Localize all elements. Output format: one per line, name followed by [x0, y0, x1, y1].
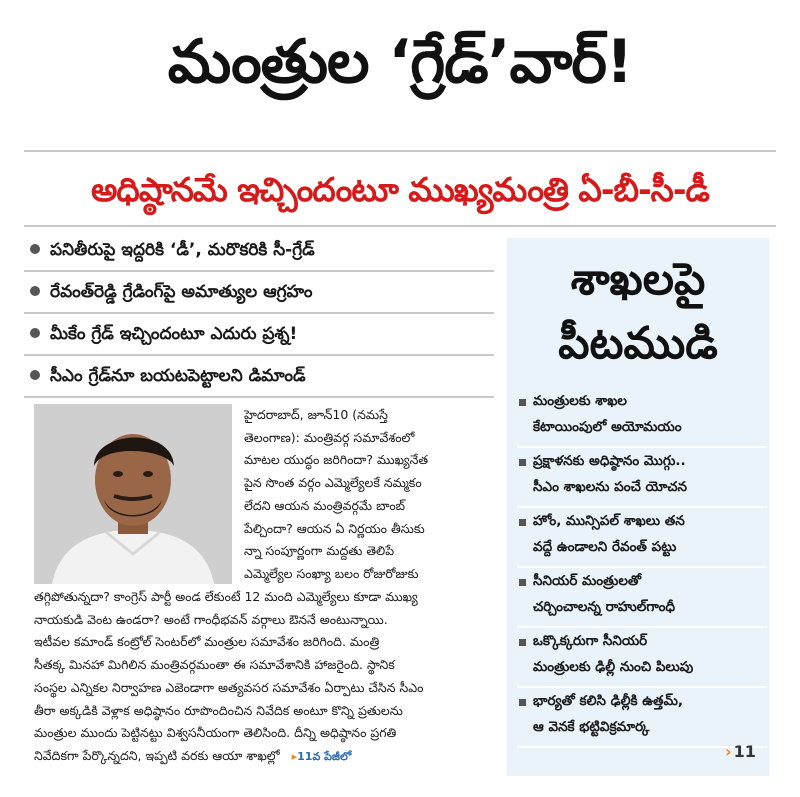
bullet-text: మీకేం గ్రేడ్ ఇచ్చిందంటూ ఎదురు ప్రశ్న! — [50, 324, 298, 344]
sidebar-list — [517, 388, 767, 748]
article-body-top — [244, 404, 500, 586]
sidebar-item-line: మంత్రులకు ఢిల్లీ నుంచి పిలుపు — [533, 659, 694, 675]
bullet-text: పనితీరుపై ఇద్దరికి ‘డీ’, మరొకరికి సీ-గ్రేడ్ — [50, 240, 315, 260]
sidebar-title — [507, 248, 769, 376]
sidebar-item — [517, 628, 767, 688]
bullet-square-icon — [519, 459, 526, 466]
arrow-right-icon: › — [725, 742, 732, 761]
page-reference[interactable] — [725, 742, 756, 761]
bullet-point — [24, 230, 494, 272]
sidebar-box — [507, 238, 769, 776]
sidebar-item-line: సీనియర్ మంత్రులతో — [533, 573, 642, 589]
article-line: సీతక్క మినహా మిగిలిన మంత్రివర్గమంతా ఈ సమావేశానికి హాజరైంది. స్థానిక — [34, 657, 395, 673]
sidebar-item — [517, 688, 767, 748]
sidebar-item — [517, 448, 767, 508]
article-line: తీరా అక్కడికి వెళ్లాక అధిష్ఠానం రూపొందించిన నివేదిక అంటూ కొన్ని ప్రతులను — [34, 702, 403, 718]
article-body — [34, 586, 500, 769]
bullet-dot-icon — [30, 370, 40, 380]
subheadline: అధిష్ఠానమే ఇచ్చిందంటూ ముఖ్యమంత్రి ఏ-బీ-సీ-డీ — [91, 170, 709, 209]
page-reference-number: 11 — [733, 742, 756, 761]
article-line-text: నివేదికగా పేర్కొన్నదని, ఇప్పటి వరకు ఆయా శాఖల్లో — [34, 747, 280, 763]
bullet-dot-icon — [30, 244, 40, 254]
divider — [24, 150, 776, 152]
article-line: పైన సొంత వర్గం ఎమ్మెల్యేలకే నమ్మకం — [244, 475, 422, 491]
bullet-points — [24, 230, 494, 398]
article-line: ఇటీవల కమాండ్ కంట్రోల్ సెంటర్‌లో మంత్రుల సమావేశం జరిగింది. మంత్రి — [34, 634, 380, 650]
article-line: మంత్రుల ముందు పెట్టినట్టు విశ్వసనీయంగా తెలిసింది. దీన్ని అధిష్ఠానం ప్రగతి — [34, 725, 397, 741]
sidebar-item-line: సీఎం శాఖలను పంచే యోచన — [533, 479, 687, 495]
divider — [24, 225, 776, 227]
sidebar-item — [517, 388, 767, 448]
bullet-point — [24, 314, 494, 356]
sidebar-item-line: ప్రక్షాళనకు అధిష్ఠానం మొగ్గు.. — [533, 453, 686, 469]
article-line: హైదరాబాద్, జూన్10 (నమస్తే — [244, 407, 388, 422]
sidebar-item-line: వద్దే ఉండాలని రేవంత్ పట్టు — [533, 539, 677, 555]
sidebar-item-line: ఒక్కొక్కరుగా సీనియర్ — [533, 633, 648, 649]
article-line: లేదని ఆయన మంత్రివర్గమే బాంబ్ — [244, 497, 406, 513]
continuation-link[interactable] — [292, 750, 352, 763]
bullet-square-icon — [519, 579, 526, 586]
article-line: న్నా సంపూర్ణంగా మద్దతు తెలిపే — [244, 543, 395, 559]
bullet-dot-icon — [30, 286, 40, 296]
article-line: తగ్గిపోతున్నదా? కాంగ్రెస్ పార్టీ అండ లేకుంటే 12 మంది ఎమ్మెల్యేలు కూడా ముఖ్య — [34, 589, 418, 604]
sidebar-item — [517, 508, 767, 568]
sidebar-item-line: భార్యతో కలిసి ఢిల్లీకి ఉత్తమ్, — [533, 693, 683, 709]
bullet-square-icon — [519, 399, 526, 406]
article-line: సంస్థల ఎన్నికల నిర్వాహణ ఎజెండాగా అత్యవసర సమావేశం ఏర్పాటు చేసిన సీఎం — [34, 679, 424, 695]
bullet-point — [24, 356, 494, 398]
bullet-square-icon — [519, 519, 526, 526]
sidebar-item-line: ఆ వెనకే భట్టివిక్రమార్క — [533, 719, 650, 735]
article-line: పేల్చిందా? ఆయన ఏ నిర్ణయం తీసుకు — [244, 520, 425, 536]
bullet-text: రేవంత్‌రెడ్డి గ్రేడింగ్‌పై అమాత్యుల ఆగ్రహం — [50, 282, 313, 302]
portrait-photo — [34, 404, 232, 584]
article-last-line — [34, 745, 500, 769]
sidebar-item-line: మంత్రులకు శాఖల — [533, 393, 627, 409]
bullet-square-icon — [519, 639, 526, 646]
bullet-point — [24, 272, 494, 314]
article-line: తెలంగాణ): మంత్రివర్గ సమావేశంలో — [244, 429, 415, 445]
sidebar-item — [517, 568, 767, 628]
sidebar-title-line: పీటముడి — [558, 318, 718, 369]
sidebar-item-line: కేటాయింపులో అయోమయం — [533, 419, 682, 435]
arrow-right-icon: ▸ — [291, 749, 298, 763]
sidebar-item-line: చర్చించాలన్న రాహుల్‌గాంధీ — [533, 599, 676, 615]
bullet-text: సీఎం గ్రేడ్‌నూ బయటపెట్టాలని డిమాండ్ — [50, 366, 306, 386]
headline: మంత్రుల ‘గ్రేడ్’వార్! — [167, 27, 633, 97]
bullet-square-icon — [519, 699, 526, 706]
bullet-dot-icon — [30, 328, 40, 338]
sidebar-title-line: శాఖలపై — [570, 254, 706, 305]
article-line: మాటల యుద్ధం జరిగిందా? ముఖ్యనేత — [244, 452, 429, 468]
person-portrait-icon — [34, 404, 232, 584]
continuation-text: 11వ పేజీలో — [297, 749, 352, 763]
sidebar-item-line: హోం, మున్సిపల్ శాఖలు తన — [533, 513, 685, 529]
article-line: నాయకుడి వెంట ఉండరా? అంటే గాంధీభవన్ వర్గాలు ఔననే అంటున్నాయి. — [34, 611, 388, 627]
article-line: ఎమ్మెల్యేల సంఖ్యా బలం రోజురోజుకు — [244, 565, 419, 581]
